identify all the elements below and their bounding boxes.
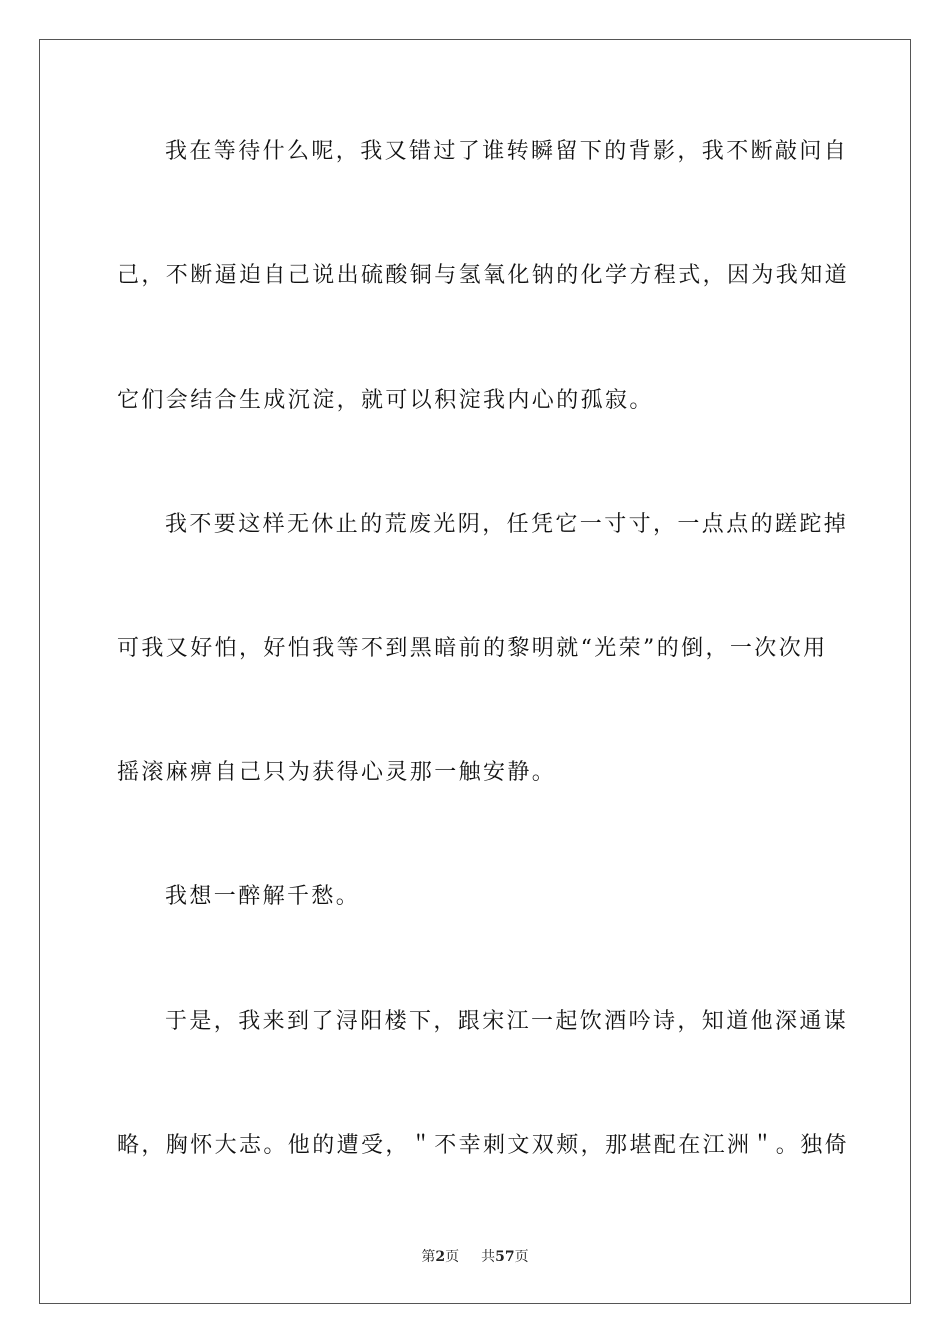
paragraph-line: 我在等待什么呢，我又错过了谁转瞬留下的背影，我不断敲问自 [165, 139, 849, 164]
paragraph-line: 可我又好怕，好怕我等不到黑暗前的黎明就“光荣”的倒，一次次用 [117, 636, 828, 661]
total-pages: 57 [495, 1249, 515, 1265]
paragraph-line: 摇滚麻痹自己只为获得心灵那一触安静。 [117, 760, 557, 785]
paragraph-line: 略，胸怀大志。他的遭受，＂不幸刺文双颊，那堪配在江洲＂。独倚 [117, 1133, 850, 1158]
paragraph-line: 于是，我来到了浔阳楼下，跟宋江一起饮酒吟诗，知道他深通谋 [165, 1009, 849, 1034]
paragraph-line: 己，不断逼迫自己说出硫酸铜与氢氧化钠的化学方程式，因为我知道 [117, 263, 850, 288]
paragraph-line: 我想一醉解千愁。 [165, 884, 361, 909]
total-prefix: 共 [481, 1249, 496, 1265]
paragraph-line: 我不要这样无休止的荒废光阴，任凭它一寸寸，一点点的蹉跎掉 [165, 512, 849, 537]
page-footer [0, 1247, 950, 1267]
page-suffix: 页 [445, 1249, 460, 1265]
page-number: 2 [435, 1249, 446, 1265]
paragraph-line: 它们会结合生成沉淀，就可以积淀我内心的孤寂。 [117, 388, 654, 413]
page-frame [39, 39, 911, 1304]
total-suffix: 页 [514, 1249, 529, 1265]
page-prefix: 第 [421, 1249, 436, 1265]
